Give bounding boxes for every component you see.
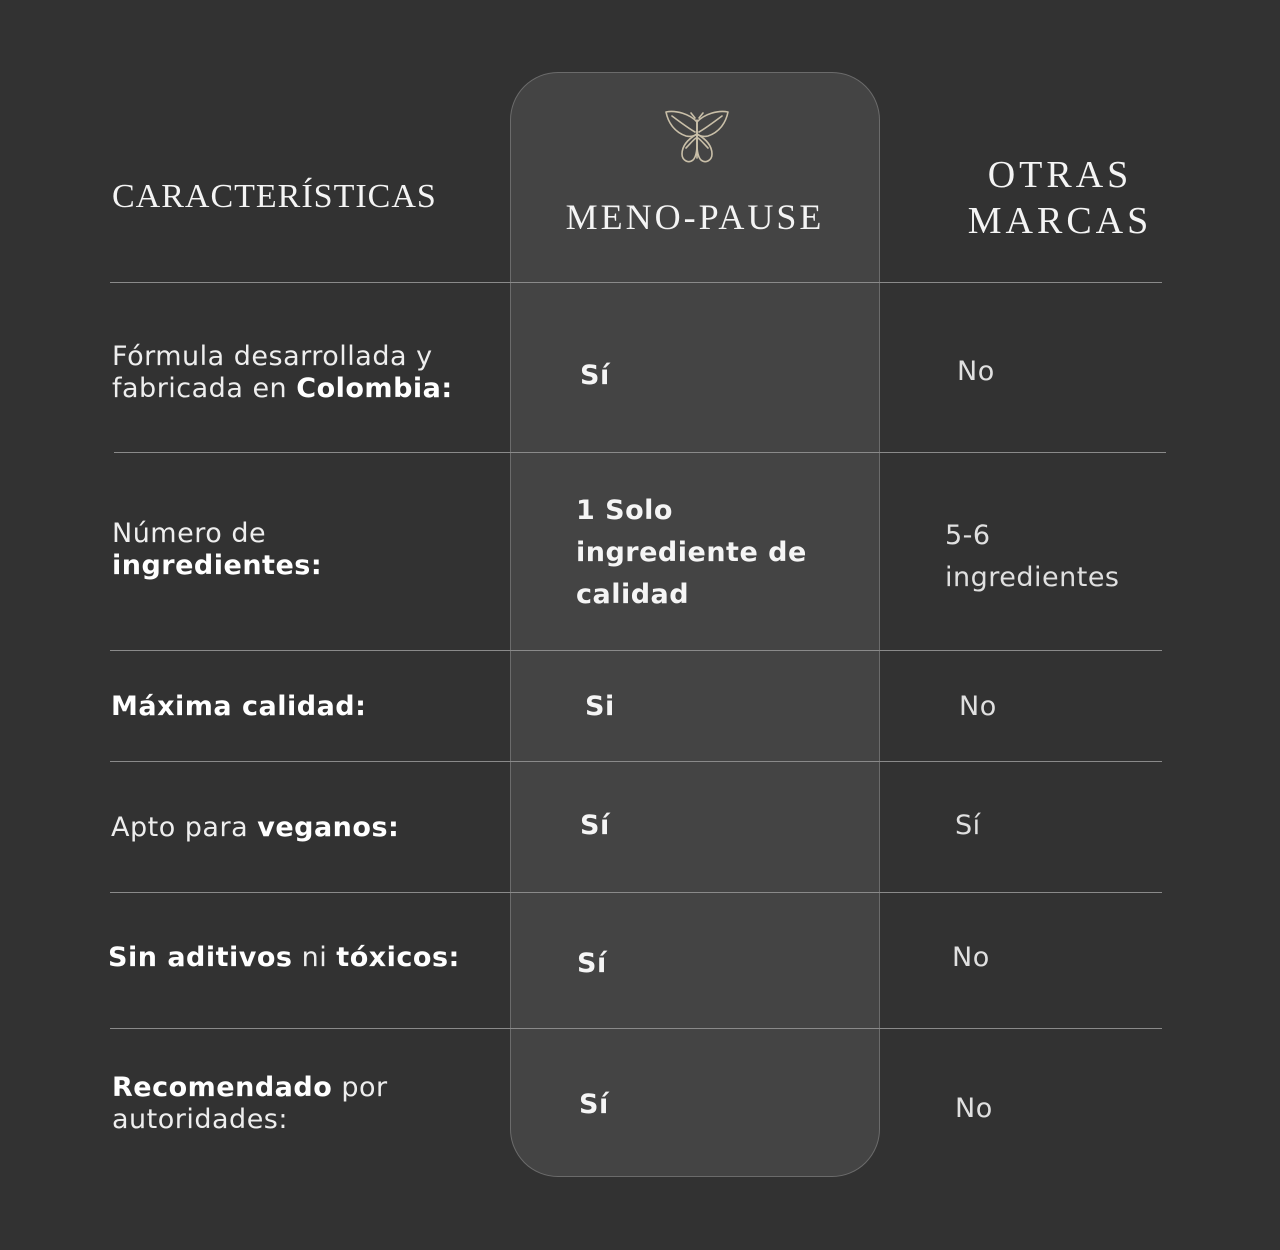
row-divider [110, 892, 1162, 893]
row-divider [110, 761, 1162, 762]
feature-bold-text: Colombia: [296, 373, 453, 404]
row-divider [110, 1028, 1162, 1029]
others-value-line: 5-6 [945, 520, 991, 551]
feature-cell-quality: Máxima calidad: [111, 691, 367, 722]
feature-text: Fórmula desarrollada y [112, 341, 433, 372]
feature-cell-recommended [112, 1072, 388, 1136]
others-value: No [955, 1093, 993, 1124]
meno-value: Sí [577, 948, 607, 979]
feature-bold-text: veganos: [257, 812, 400, 843]
feature-text-line2 [112, 373, 453, 405]
feature-text: ni [292, 942, 337, 973]
row-divider [114, 452, 1166, 453]
feature-bold-text: tóxicos: [336, 942, 460, 973]
feature-bold-text: Recomendado [112, 1072, 333, 1103]
meno-value-line: calidad [576, 579, 690, 610]
others-value-line: ingredientes [945, 562, 1120, 593]
others-value: No [959, 691, 997, 722]
meno-value: Sí [579, 1089, 609, 1120]
feature-text: Número de [112, 518, 267, 549]
header-other-brands-line1: OTRAS [987, 154, 1133, 196]
row-divider [110, 282, 1162, 283]
feature-text: por [332, 1072, 388, 1103]
feature-cell-additives [108, 942, 460, 974]
feature-text: fabricada en [112, 373, 297, 404]
meno-value: Sí [580, 360, 610, 391]
meno-value: Sí [580, 810, 610, 841]
header-characteristics: CARACTERÍSTICAS [112, 178, 437, 215]
meno-value-ingredients [576, 490, 807, 616]
feature-text: Apto para [111, 812, 258, 843]
feature-text-line1 [112, 1072, 388, 1104]
feature-bold-text: ingredientes: [112, 550, 323, 581]
row-divider [110, 650, 1162, 651]
meno-value-line: 1 Solo [576, 495, 673, 526]
header-other-brands-line2: MARCAS [967, 200, 1153, 242]
meno-value-line: ingrediente de [576, 537, 807, 568]
feature-text: autoridades: [112, 1104, 288, 1135]
header-other-brands [940, 152, 1180, 244]
others-value-ingredients [945, 515, 1120, 599]
butterfly-icon [660, 108, 734, 168]
header-brand: MENO-PAUSE [565, 197, 825, 237]
feature-cell-ingredients [112, 518, 322, 582]
others-value: Sí [955, 810, 981, 841]
others-value: No [952, 942, 990, 973]
feature-cell-vegan [111, 812, 399, 844]
meno-value: Si [585, 691, 615, 722]
feature-bold-text: Sin aditivos [108, 942, 293, 973]
feature-cell-colombia [112, 341, 453, 405]
others-value: No [957, 356, 995, 387]
